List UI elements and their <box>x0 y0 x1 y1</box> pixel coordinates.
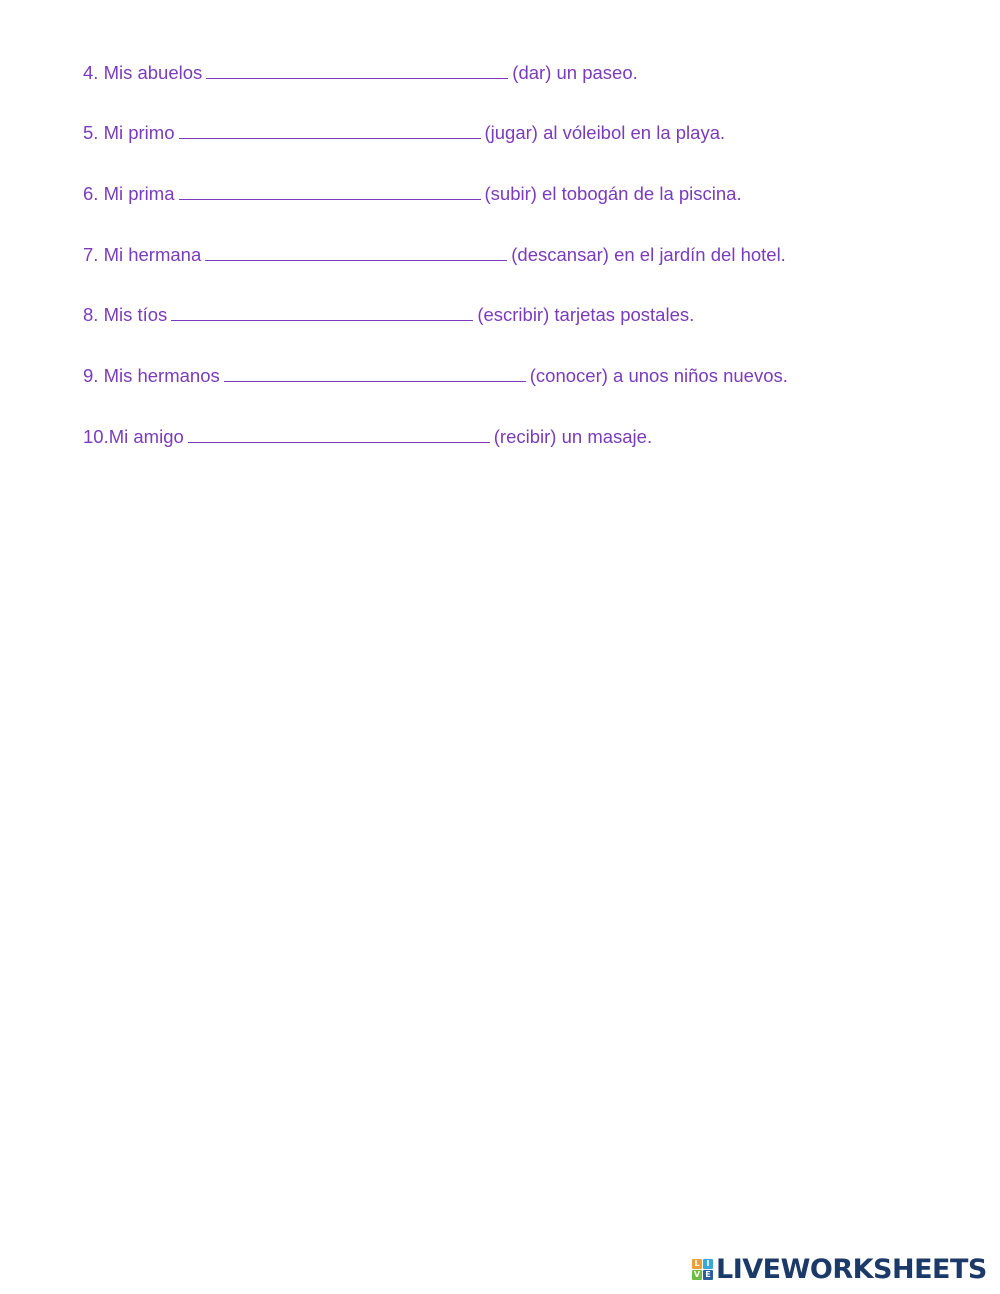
item-suffix: (jugar) al vóleibol en la playa. <box>484 122 726 143</box>
logo-wordmark: LIVEWORKSHEETS <box>716 1253 987 1285</box>
logo-mark-letter: E <box>703 1270 713 1280</box>
exercise-item-8 <box>83 304 694 325</box>
logo-mark-letter: L <box>692 1259 702 1269</box>
exercise-item-4 <box>83 62 638 83</box>
item-prefix: 9. Mis hermanos <box>83 365 220 386</box>
item-prefix: 6. Mi prima <box>83 183 175 204</box>
answer-blank[interactable] <box>205 244 507 261</box>
item-prefix: 5. Mi primo <box>83 122 175 143</box>
item-suffix: (subir) el tobogán de la piscina. <box>484 183 742 204</box>
item-prefix: 8. Mis tíos <box>83 304 168 325</box>
answer-blank[interactable] <box>224 365 526 382</box>
answer-blank[interactable] <box>179 122 481 139</box>
logo-mark-letter: V <box>693 1269 701 1279</box>
item-prefix: 7. Mi hermana <box>83 244 202 265</box>
exercise-item-6 <box>83 183 742 204</box>
item-prefix: 4. Mis abuelos <box>83 62 203 83</box>
logo-mark-icon <box>692 1259 713 1280</box>
exercise-item-10 <box>83 426 652 447</box>
exercise-item-9 <box>83 365 788 386</box>
item-suffix: (descansar) en el jardín del hotel. <box>511 244 786 265</box>
answer-blank[interactable] <box>188 426 490 443</box>
item-suffix: (recibir) un masaje. <box>493 426 653 447</box>
item-prefix: 10.Mi amigo <box>83 426 184 447</box>
answer-blank[interactable] <box>179 183 481 200</box>
item-suffix: (conocer) a unos niños nuevos. <box>529 365 788 386</box>
logo-mark-letter: I <box>703 1259 713 1269</box>
exercise-item-7 <box>83 244 786 265</box>
item-suffix: (dar) un paseo. <box>512 62 638 83</box>
answer-blank[interactable] <box>171 304 473 321</box>
exercise-item-5 <box>83 122 725 143</box>
item-suffix: (escribir) tarjetas postales. <box>477 304 695 325</box>
liveworksheets-logo <box>692 1254 987 1284</box>
answer-blank[interactable] <box>206 62 508 79</box>
